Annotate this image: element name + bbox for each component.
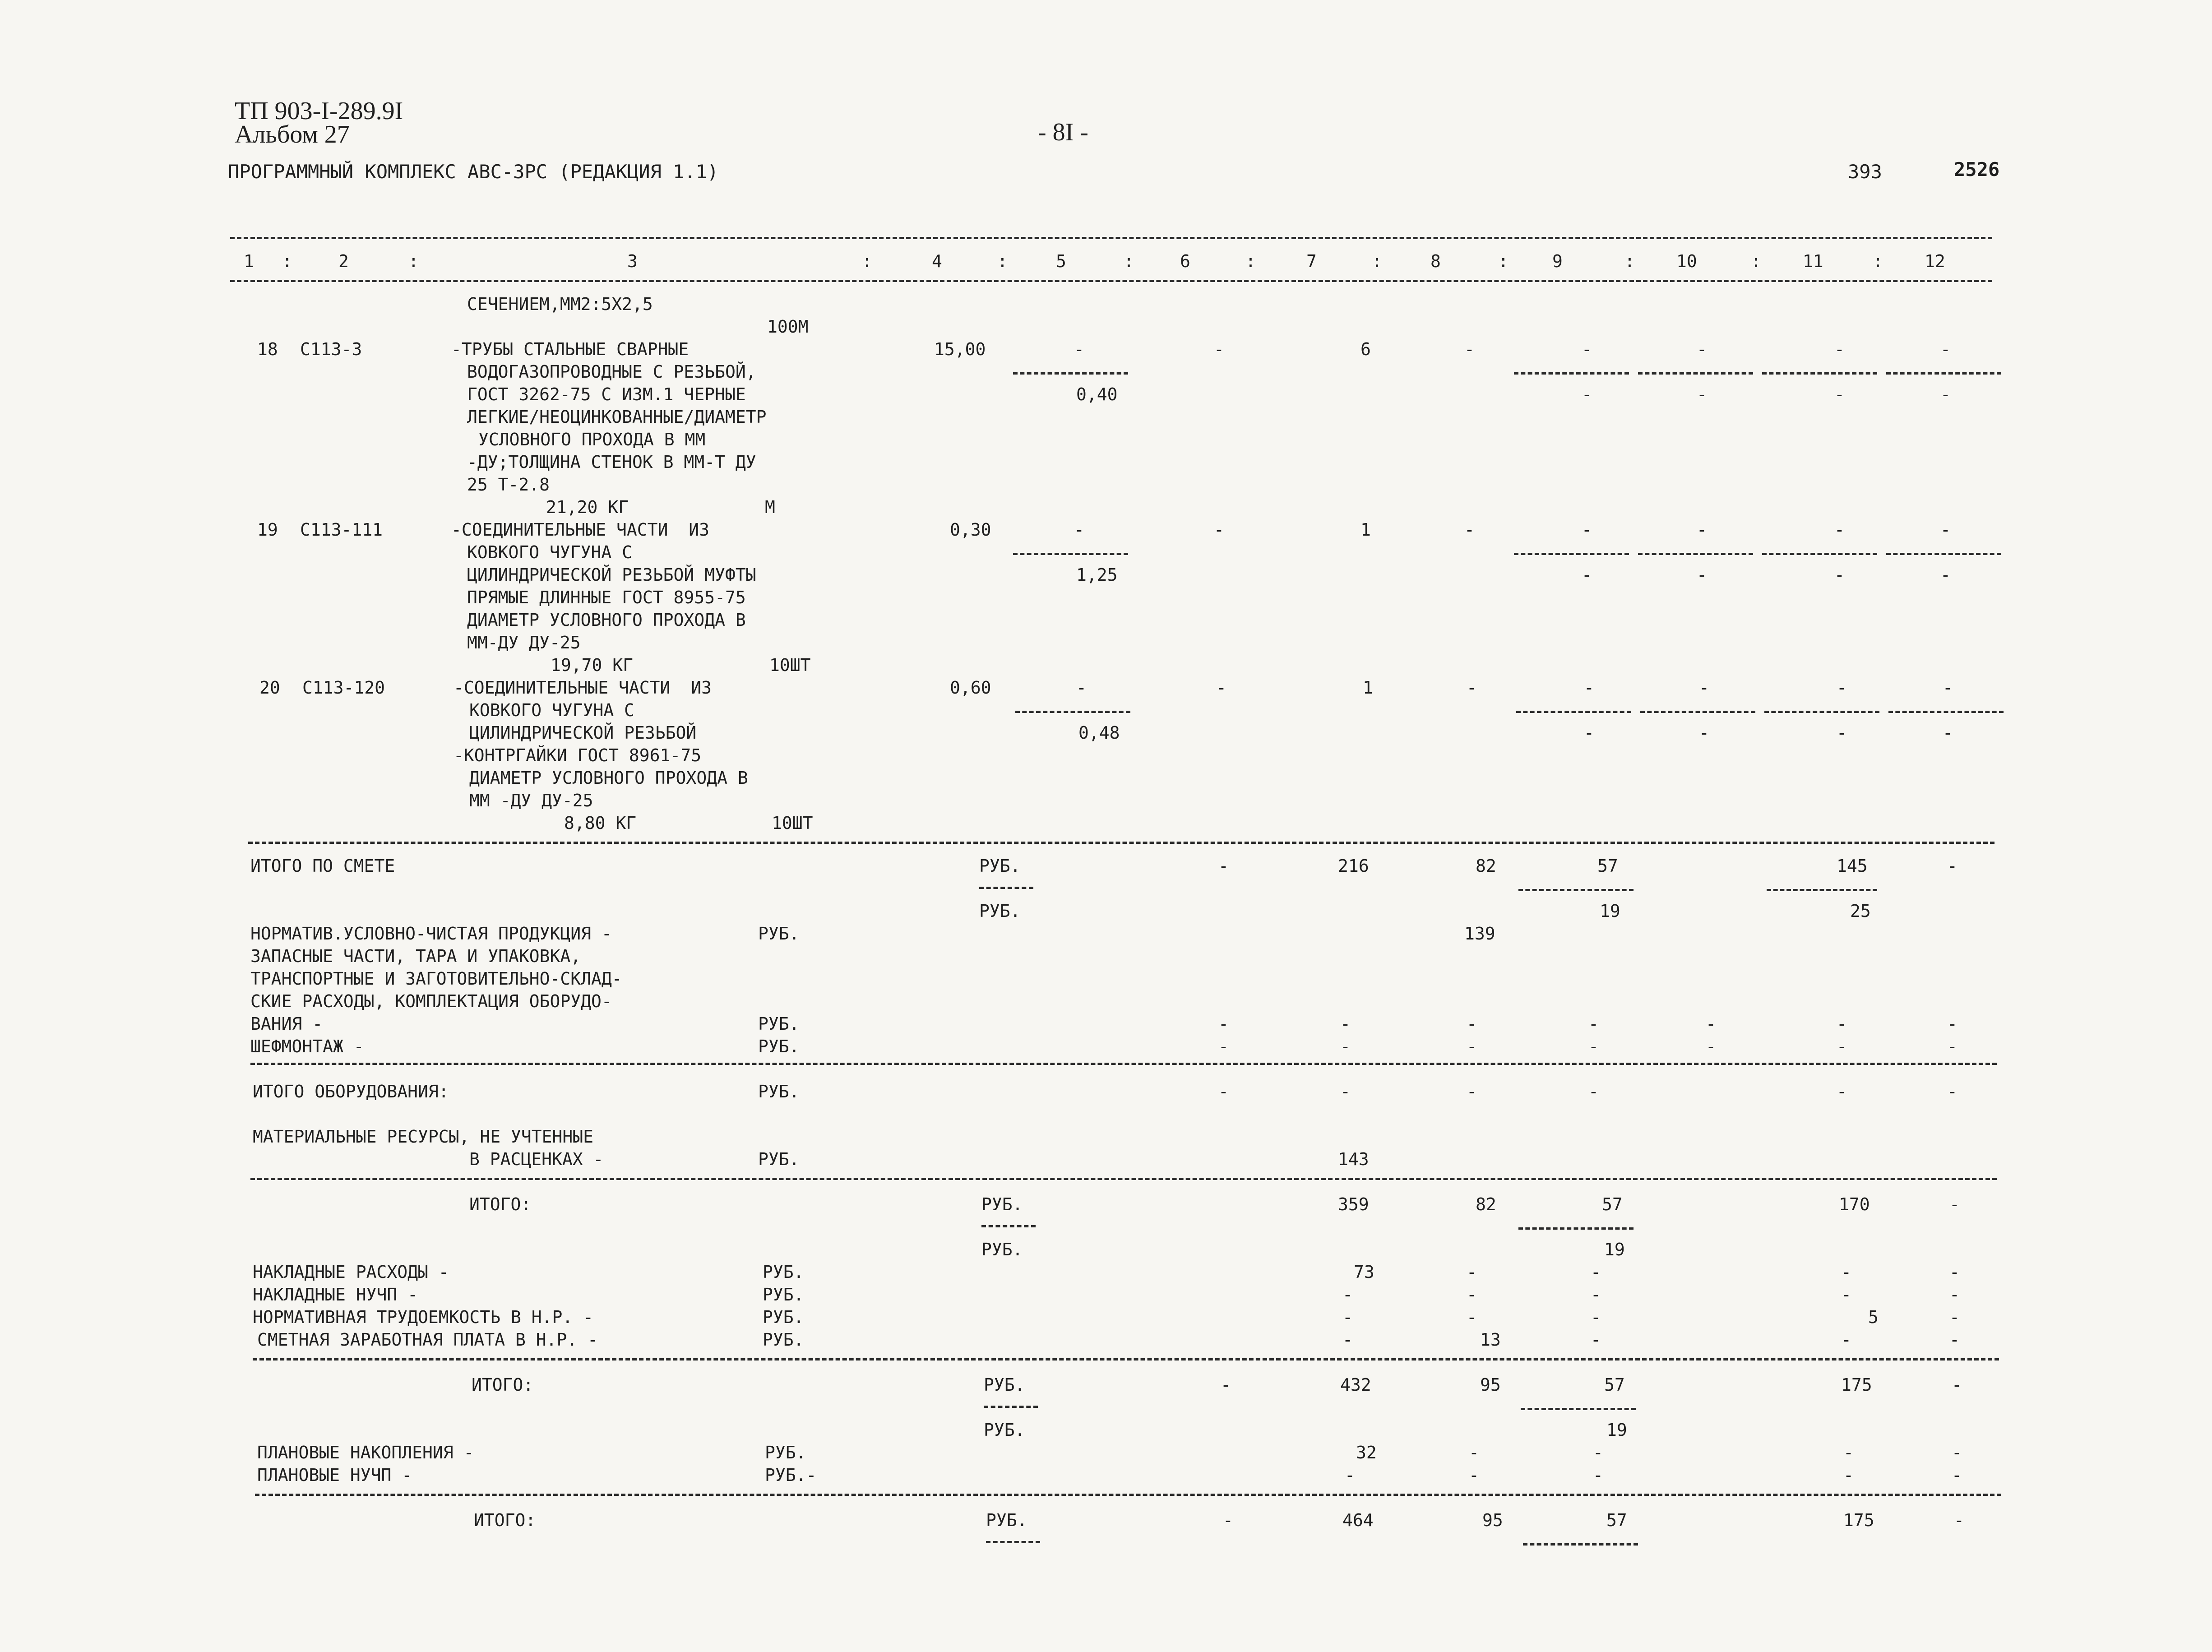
row-c5-cost: 0,48 [1078, 723, 1120, 743]
plan-line: ПЛАНОВЫЕ НАКОПЛЕНИЯ - [257, 1443, 474, 1462]
rule [1518, 1227, 1634, 1230]
rule [255, 1494, 2001, 1496]
currency-label: РУБ. [986, 1510, 1027, 1530]
rule [248, 842, 1995, 844]
row-desc-line: ЦИЛИНДРИЧЕСКОЙ РЕЗЬБОЙ [469, 723, 697, 743]
plan-line: ПЛАНОВЫЕ НУЧП - [257, 1465, 412, 1485]
row-c8: - [1467, 678, 1477, 698]
row-unit: 10ШТ [769, 655, 811, 675]
row-c10: - [1697, 520, 1707, 540]
dash-cell: - [1947, 1082, 1957, 1101]
total-c11-sub: 25 [1850, 901, 1871, 921]
dash-cell: - [1949, 1307, 1960, 1327]
row-c5: - [1074, 520, 1084, 540]
row-r10: - [1697, 565, 1707, 585]
subtotal-label: ИТОГО: [474, 1510, 536, 1530]
dash-cell: - [1947, 1014, 1957, 1034]
row-c6: - [1216, 678, 1226, 698]
row-desc-line: -ДУ;ТОЛЩИНА СТЕНОК В ММ-Т ДУ [467, 452, 756, 472]
row-c6: - [1214, 339, 1224, 359]
row-number: 19 [257, 520, 278, 540]
row-desc-line: -СОЕДИНИТЕЛЬНЫЕ ЧАСТИ ИЗ [454, 678, 712, 698]
total-c7: 216 [1338, 856, 1369, 876]
currency-label: РУБ. [763, 1285, 804, 1305]
currency-label: РУБ. [765, 1443, 806, 1462]
col-header-5: 5 [1056, 251, 1066, 271]
row-c11: - [1834, 339, 1845, 359]
materials-line: МАТЕРИАЛЬНЫЕ РЕСУРСЫ, НЕ УЧТЕННЫЕ [253, 1127, 593, 1147]
rule [1015, 711, 1130, 713]
row-r12: - [1940, 565, 1951, 585]
col-sep: : [1124, 251, 1134, 271]
dash-cell: - [1340, 1082, 1351, 1101]
dash-cell: - [1588, 1082, 1599, 1101]
subtotal-c11: 175 [1841, 1375, 1872, 1395]
rule [1514, 553, 1629, 555]
overhead-c7: 73 [1354, 1262, 1374, 1282]
subtotal-c9: 57 [1606, 1510, 1627, 1530]
dash-cell: - [1218, 1082, 1229, 1101]
rule [1523, 1543, 1638, 1546]
dash-cell: - [1340, 1014, 1351, 1034]
normativ-line: НОРМАТИВ.УСЛОВНО-ЧИСТАЯ ПРОДУКЦИЯ - [250, 924, 612, 944]
total-c9-sub: 19 [1600, 901, 1620, 921]
program-title: ПРОГРАММНЫЙ КОМПЛЕКС АВС-ЗРС (РЕДАКЦИЯ 1.1) [228, 161, 719, 183]
total-c6: - [1218, 856, 1229, 876]
dash-cell: - [1469, 1443, 1479, 1462]
col-header-9: 9 [1552, 251, 1563, 271]
row-code: С113-120 [302, 678, 385, 698]
rule [979, 887, 1033, 889]
col-sep: : [997, 251, 1008, 271]
currency-label: РУБ. [984, 1375, 1025, 1395]
doc-code: ТП 903-I-289.9I [235, 97, 403, 125]
col-sep: : [1751, 251, 1761, 271]
rule [1762, 553, 1877, 555]
normativ-value: 139 [1464, 924, 1495, 944]
rule [230, 237, 1992, 239]
row-qty: 15,00 [934, 339, 986, 359]
currency-label: РУБ. [758, 1037, 800, 1056]
subtotal-c7: 432 [1340, 1375, 1371, 1395]
dash-cell: - [1837, 1014, 1847, 1034]
row-c11: - [1834, 520, 1845, 540]
row-number: 20 [259, 678, 280, 698]
rule [1638, 372, 1753, 375]
subtotal-c7: 464 [1342, 1510, 1374, 1530]
row-c10: - [1697, 339, 1707, 359]
row-desc-line: ЦИЛИНДРИЧЕСКОЙ РЕЗЬБОЙ МУФТЫ [467, 565, 756, 585]
subtotal-c8: 82 [1476, 1194, 1496, 1214]
row-c12: - [1940, 520, 1951, 540]
rule [1886, 372, 2001, 375]
row-desc-line: ММ-ДУ ДУ-25 [467, 633, 581, 652]
col-sep: : [1498, 251, 1509, 271]
overhead-line: НАКЛАДНЫЕ НУЧП - [253, 1285, 418, 1305]
row-r10: - [1697, 384, 1707, 404]
row-c5-cost: 1,25 [1076, 565, 1118, 585]
subtotal-label: ИТОГО: [469, 1194, 532, 1214]
dash-cell: - [1588, 1014, 1599, 1034]
col-sep: : [862, 251, 872, 271]
col-sep: : [408, 251, 419, 271]
dash-cell: - [1218, 1014, 1229, 1034]
col-header-2: 2 [338, 251, 349, 271]
dash-cell: - [1467, 1307, 1477, 1327]
normativ-line: СКИЕ РАСХОДЫ, КОМПЛЕКТАЦИЯ ОБОРУДО- [250, 991, 612, 1011]
col-header-11: 11 [1803, 251, 1823, 271]
dash-cell: - [1588, 1037, 1599, 1056]
row-c11: - [1837, 678, 1847, 698]
dash-cell: - [1467, 1014, 1477, 1034]
row-desc-line: 25 Т-2.8 [467, 475, 550, 495]
continuation-text: СЕЧЕНИЕМ,ММ2:5Х2,5 [467, 294, 653, 314]
row-mass: 21,20 КГ [546, 497, 629, 517]
currency-label: РУБ. [758, 1014, 800, 1034]
currency-label: РУБ. [979, 856, 1021, 876]
total-c9: 57 [1597, 856, 1618, 876]
row-r11: - [1834, 565, 1845, 585]
dash-cell: - [1467, 1037, 1477, 1056]
overhead-line: НОРМАТИВНАЯ ТРУДОЕМКОСТЬ В Н.Р. - [253, 1307, 593, 1327]
col-header-6: 6 [1180, 251, 1190, 271]
subtotal-c8: 95 [1480, 1375, 1501, 1395]
subtotal-c9-sub: 19 [1606, 1420, 1627, 1440]
row-desc-line: ВОДОГАЗОПРОВОДНЫЕ С РЕЗЬБОЙ, [467, 362, 756, 382]
dash-cell: - [1593, 1465, 1603, 1485]
dash-cell: - [1837, 1037, 1847, 1056]
rule [230, 280, 1992, 282]
row-r12: - [1940, 384, 1951, 404]
row-c7: 1 [1363, 678, 1373, 698]
row-desc-line: КОВКОГО ЧУГУНА С [467, 542, 633, 562]
rule [1514, 372, 1629, 375]
col-sep: : [1873, 251, 1883, 271]
rule [1521, 1408, 1636, 1410]
overhead-line: НАКЛАДНЫЕ РАСХОДЫ - [253, 1262, 449, 1282]
normativ-line: ЗАПАСНЫЕ ЧАСТИ, ТАРА И УПАКОВКА, [250, 946, 581, 966]
row-r10: - [1699, 723, 1709, 743]
dash-cell: - [1706, 1037, 1716, 1056]
header-num-2526: 2526 [1954, 158, 2000, 180]
row-desc-line: -СОЕДИНИТЕЛЬНЫЕ ЧАСТИ ИЗ [451, 520, 709, 540]
equipment-total-label: ИТОГО ОБОРУДОВАНИЯ: [253, 1082, 449, 1101]
subtotal-c9: 57 [1604, 1375, 1625, 1395]
subtotal-c12: - [1949, 1194, 1960, 1214]
dash-cell: - [1342, 1307, 1353, 1327]
total-c11: 145 [1837, 856, 1868, 876]
rule [1640, 711, 1755, 713]
dash-cell: - [1467, 1285, 1477, 1305]
header-num-393: 393 [1848, 161, 1882, 183]
subtotal-c6: - [1223, 1510, 1233, 1530]
row-c5: - [1074, 339, 1084, 359]
row-c9: - [1582, 339, 1592, 359]
currency-label: РУБ. [763, 1330, 804, 1350]
row-c6: - [1214, 520, 1224, 540]
row-qty: 0,60 [950, 678, 991, 698]
dash-cell: - [1591, 1285, 1601, 1305]
row-r11: - [1837, 723, 1847, 743]
dash-cell: - [1340, 1037, 1351, 1056]
dash-cell: - [1706, 1014, 1716, 1034]
row-c5: - [1076, 678, 1087, 698]
col-sep: : [1624, 251, 1635, 271]
row-c5-cost: 0,40 [1076, 384, 1118, 404]
currency-label: РУБ. [981, 1240, 1023, 1259]
row-number: 18 [257, 339, 278, 359]
dash-cell: - [1591, 1307, 1601, 1327]
row-c7: 1 [1361, 520, 1371, 540]
row-r9: - [1582, 565, 1592, 585]
rule [1013, 372, 1128, 375]
overhead-line: СМЕТНАЯ ЗАРАБОТНАЯ ПЛАТА В Н.Р. - [257, 1330, 598, 1350]
dash-cell: - [1342, 1330, 1353, 1350]
rule [1516, 711, 1631, 713]
dash-cell: - [1467, 1262, 1477, 1282]
subtotal-c12: - [1952, 1375, 1962, 1395]
currency-label: РУБ. [981, 1194, 1023, 1214]
dash-cell: - [1837, 1082, 1847, 1101]
album-label: Альбом 27 [235, 120, 350, 148]
col-sep: : [1245, 251, 1256, 271]
continuation-unit: 100М [767, 317, 809, 337]
normativ-line: ВАНИЯ - [250, 1014, 323, 1034]
materials-value: 143 [1338, 1149, 1369, 1169]
dash-cell: - [1843, 1465, 1854, 1485]
row-desc-line: -ТРУБЫ СТАЛЬНЫЕ СВАРНЫЕ [451, 339, 689, 359]
subtotal-c12: - [1954, 1510, 1964, 1530]
col-sep: : [1372, 251, 1382, 271]
dash-cell: - [1467, 1082, 1477, 1101]
row-c12: - [1940, 339, 1951, 359]
overhead-c11: 5 [1868, 1307, 1879, 1327]
row-desc-line: -КОНТРГАЙКИ ГОСТ 8961-75 [454, 745, 702, 765]
dash-cell: - [1952, 1465, 1962, 1485]
row-mass: 8,80 КГ [564, 813, 637, 833]
rule [984, 1406, 1038, 1408]
row-code: С113-3 [300, 339, 362, 359]
rule [1886, 553, 2001, 555]
total-smeta-label: ИТОГО ПО СМЕТЕ [250, 856, 395, 876]
subtotal-c9: 57 [1602, 1194, 1623, 1214]
total-c8: 82 [1476, 856, 1496, 876]
materials-line: В РАСЦЕНКАХ - [469, 1149, 604, 1169]
row-qty: 0,30 [950, 520, 991, 540]
rule [1638, 553, 1753, 555]
rule [250, 1063, 1997, 1065]
row-c12: - [1943, 678, 1953, 698]
subtotal-c11: 170 [1839, 1194, 1870, 1214]
dash-cell: - [1952, 1443, 1962, 1462]
row-mass: 19,70 КГ [551, 655, 634, 675]
total-c12: - [1947, 856, 1957, 876]
row-desc-line: ЛЕГКИЕ/НЕОЦИНКОВАННЫЕ/ДИАМЕТР [467, 407, 767, 427]
rule [1767, 889, 1877, 891]
row-desc-line: ГОСТ 3262-75 С ИЗМ.1 ЧЕРНЫЕ [467, 384, 746, 404]
normativ-line: ШЕФМОНТАЖ - [250, 1037, 364, 1056]
row-desc-line: КОВКОГО ЧУГУНА С [469, 700, 635, 720]
col-header-12: 12 [1925, 251, 1945, 271]
currency-label: РУБ.- [765, 1465, 817, 1485]
subtotal-c7: 359 [1338, 1194, 1369, 1214]
col-header-3: 3 [627, 251, 638, 271]
row-c8: - [1464, 520, 1475, 540]
row-desc-line: ПРЯМЫЕ ДЛИННЫЕ ГОСТ 8955-75 [467, 588, 746, 607]
currency-label: РУБ. [763, 1262, 804, 1282]
row-c9: - [1584, 678, 1594, 698]
dash-cell: - [1843, 1443, 1854, 1462]
row-desc-line: ММ -ДУ ДУ-25 [469, 791, 593, 810]
row-desc-line: ДИАМЕТР УСЛОВНОГО ПРОХОДА В [467, 610, 746, 630]
row-unit: 10ШТ [772, 813, 813, 833]
row-desc-line: УСЛОВНОГО ПРОХОДА В ММ [478, 430, 706, 449]
subtotal-c6: - [1221, 1375, 1231, 1395]
currency-label: РУБ. [984, 1420, 1025, 1440]
page-number: - 8I - [1038, 118, 1088, 146]
row-unit: М [765, 497, 775, 517]
dash-cell: - [1947, 1037, 1957, 1056]
dash-cell: - [1841, 1330, 1851, 1350]
currency-label: РУБ. [758, 1149, 800, 1169]
rule [1764, 711, 1879, 713]
dash-cell: - [1841, 1285, 1851, 1305]
overhead-c8: 13 [1480, 1330, 1501, 1350]
currency-label: РУБ. [758, 1082, 800, 1101]
plan-c7: 32 [1356, 1443, 1377, 1462]
dash-cell: - [1345, 1465, 1355, 1485]
currency-label: РУБ. [763, 1307, 804, 1327]
rule [253, 1358, 1999, 1360]
subtotal-c8: 95 [1482, 1510, 1503, 1530]
col-header-7: 7 [1306, 251, 1317, 271]
currency-label: РУБ. [758, 924, 800, 944]
dash-cell: - [1218, 1037, 1229, 1056]
row-c7: 6 [1361, 339, 1371, 359]
col-sep: : [282, 251, 292, 271]
row-r11: - [1834, 384, 1845, 404]
subtotal-c11: 175 [1843, 1510, 1874, 1530]
col-header-10: 10 [1676, 251, 1697, 271]
row-code: С113-111 [300, 520, 383, 540]
dash-cell: - [1593, 1443, 1603, 1462]
row-r12: - [1943, 723, 1953, 743]
currency-label: РУБ. [979, 901, 1021, 921]
col-header-1: 1 [244, 251, 254, 271]
rule [1013, 553, 1128, 555]
row-c8: - [1464, 339, 1475, 359]
dash-cell: - [1591, 1330, 1601, 1350]
rule [250, 1178, 1997, 1180]
row-desc-line: ДИАМЕТР УСЛОВНОГО ПРОХОДА В [469, 768, 748, 788]
row-c9: - [1582, 520, 1592, 540]
dash-cell: - [1841, 1262, 1851, 1282]
dash-cell: - [1949, 1285, 1960, 1305]
rule [1518, 889, 1634, 891]
row-r9: - [1582, 384, 1592, 404]
subtotal-c9-sub: 19 [1604, 1240, 1625, 1259]
col-header-4: 4 [932, 251, 942, 271]
dash-cell: - [1342, 1285, 1353, 1305]
row-c10: - [1699, 678, 1709, 698]
row-r9: - [1584, 723, 1594, 743]
rule [981, 1225, 1036, 1227]
dash-cell: - [1591, 1262, 1601, 1282]
normativ-line: ТРАНСПОРТНЫЕ И ЗАГОТОВИТЕЛЬНО-СКЛАД- [250, 969, 622, 989]
dash-cell: - [1469, 1465, 1479, 1485]
rule [1762, 372, 1877, 375]
col-header-8: 8 [1430, 251, 1441, 271]
rule [1888, 711, 2004, 713]
dash-cell: - [1949, 1330, 1960, 1350]
rule [986, 1541, 1040, 1543]
dash-cell: - [1949, 1262, 1960, 1282]
subtotal-label: ИТОГО: [472, 1375, 534, 1395]
